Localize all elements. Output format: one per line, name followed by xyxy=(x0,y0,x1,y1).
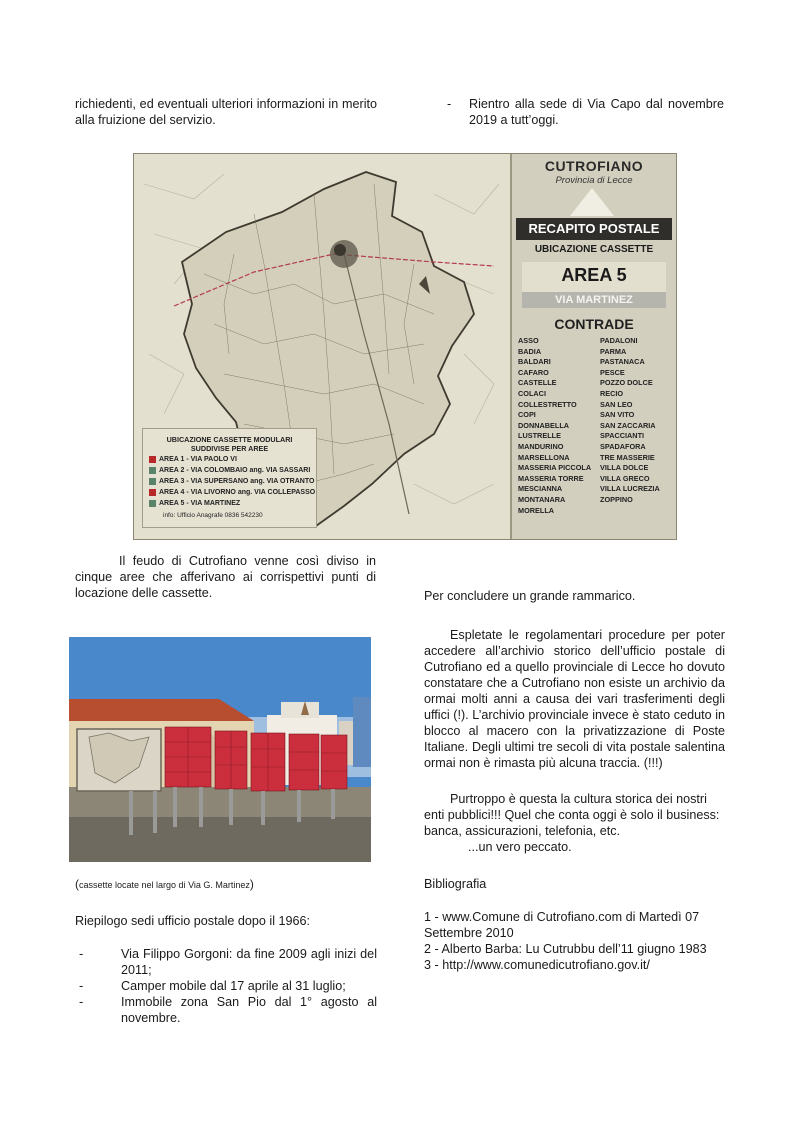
contrada-item: POZZO DOLCE xyxy=(600,378,653,388)
mailboxes-photo xyxy=(69,637,371,862)
list-item-text: Immobile zona San Pio dal 1° agosto al novembre. xyxy=(121,995,377,1025)
legend-row-label: AREA 3 - VIA SUPERSANO ang. VIA OTRANTO xyxy=(159,478,315,485)
left-top-line1: richiedenti, ed eventuali ulteriori informazioni in merito xyxy=(75,97,377,111)
riepilogo-list xyxy=(75,946,377,1026)
legend-swatch xyxy=(149,500,156,507)
contrada-item: ASSO xyxy=(518,336,539,345)
contrada-item: SAN VITO xyxy=(600,410,635,420)
contrada-item: MANDURINO xyxy=(518,441,564,451)
map-area-label: AREA 5 xyxy=(522,262,666,292)
legend-row-label: AREA 4 - VIA LIVORNO ang. VIA COLLEPASSO xyxy=(159,489,316,496)
right-top-list xyxy=(447,96,724,128)
arrow-up-icon xyxy=(570,188,614,216)
map-province: Provincia di Lecce xyxy=(555,175,633,186)
map-banner: RECAPITO POSTALE xyxy=(516,218,672,240)
contrade-title: CONTRADE xyxy=(554,316,634,332)
list-item-text: Camper mobile dal 17 aprile al 31 luglio; xyxy=(121,979,346,993)
bibliografia-list xyxy=(424,909,725,973)
map-info-panel xyxy=(510,154,676,539)
legend-row-label: AREA 2 - VIA COLOMBAIO ang. VIA SASSARI xyxy=(159,467,311,474)
photo-caption xyxy=(75,877,254,891)
left-top-paragraph xyxy=(75,96,377,128)
contrada-item: ZOPPINO xyxy=(600,494,633,504)
contrade-list-1 xyxy=(518,336,591,516)
bibliografia-item: 1 - www.Comune di Cutrofiano.com di Martedì 07 Settembre 2010 xyxy=(424,910,700,940)
list-item-text: Via Filippo Gorgoni: da fine 2009 agli inizi del 2011; xyxy=(121,947,377,977)
contrada-item: BALDARI xyxy=(518,357,551,367)
contrada-item: SPADAFORA xyxy=(600,441,646,451)
legend-row xyxy=(149,488,316,497)
bullet-dash: - xyxy=(79,995,84,1009)
list-item-text: Rientro alla sede di Via Capo dal novembre 2019 a tutt’oggi. xyxy=(469,97,724,127)
contrada-item: VILLA DOLCE xyxy=(600,463,649,473)
contrada-item: SAN LEO xyxy=(600,399,633,409)
legend-title-1: UBICAZIONE CASSETTE MODULARI xyxy=(166,435,293,444)
contrada-item: PESCE xyxy=(600,367,625,377)
legend-info: info: Ufficio Anagrafe 0836 542230 xyxy=(163,512,263,519)
legend-row-label: AREA 5 - VIA MARTINEZ xyxy=(159,500,241,507)
contrada-item: MESCIANNA xyxy=(518,484,563,494)
contrada-item: MORELLA xyxy=(518,505,555,515)
contrada-item: PASTANACA xyxy=(600,357,645,367)
legend-row-label: AREA 1 - VIA PAOLO VI xyxy=(159,456,237,463)
contrada-item: PARMA xyxy=(600,346,627,356)
legend-swatch xyxy=(149,489,156,496)
contrada-item: CASTELLE xyxy=(518,378,557,388)
territory-map xyxy=(134,154,510,539)
bibliografia-item: 3 - http://www.comunedicutrofiano.gov.it/ xyxy=(424,958,650,972)
contrade-list-2 xyxy=(600,336,660,506)
legend-swatch xyxy=(149,456,156,463)
contrada-item: SAN ZACCARIA xyxy=(600,420,656,430)
contrada-item: CAFARO xyxy=(518,367,549,377)
map-subtitle: UBICAZIONE CASSETTE xyxy=(534,244,654,255)
contrada-item: LUSTRELLE xyxy=(518,431,561,441)
paragraph-espletate: Espletate le regolamentari procedure per poter accedere all’archivio storico dell’ufficio postale di Cutrofiano ed a quello provinciale di Lecce ho dovuto constatare che a Cutrofiano non esiste un archivio da ormai molti anni a causa dei vari trasferimenti degli uffici (!). L’archivio provinciale invece è stato ceduto in blocco al macero con la privatizzazione di Poste Italiane. Degli ultimi tre secoli di vita postale salentina ormai non è rimasta più alcuna traccia. (!!!) xyxy=(424,628,725,770)
map-city-name: CUTROFIANO xyxy=(544,158,644,174)
list-item xyxy=(75,978,377,994)
contrada-item: MASSERIA PICCOLA xyxy=(518,463,592,473)
paragraph-feudo: Il feudo di Cutrofiano venne così diviso in cinque aree che afferivano ai corrispettivi punti di locazione delle cassette. xyxy=(75,554,376,600)
contrada-item: PADALONI xyxy=(600,336,638,345)
contrada-item: MARSELLONA xyxy=(518,452,570,462)
mailboxes-photo-drawing xyxy=(69,637,371,862)
left-top-line2: alla fruizione del servizio. xyxy=(75,113,216,127)
list-item xyxy=(447,96,724,128)
contrada-item: DONNABELLA xyxy=(518,420,570,430)
contrada-item: MONTANARA xyxy=(518,494,566,504)
contrada-item: RECIO xyxy=(600,388,624,398)
caption-text: cassette locate nel largo di Via G. Martinez xyxy=(79,880,250,890)
contrada-item: COLACI xyxy=(518,388,546,398)
paragraph-concludere: Per concludere un grande rammarico. xyxy=(424,589,636,603)
riepilogo-title: Riepilogo sedi ufficio postale dopo il 1966: xyxy=(75,914,311,928)
contrada-item: COPI xyxy=(518,410,536,420)
legend-swatch xyxy=(149,467,156,474)
contrada-item: BADIA xyxy=(518,346,542,356)
list-item xyxy=(75,994,377,1026)
legend-row xyxy=(149,499,316,508)
list-item xyxy=(75,946,377,978)
area-map-figure xyxy=(133,153,677,540)
contrada-item: MASSERIA TORRE xyxy=(518,473,584,483)
contrada-item: VILLA LUCREZIA xyxy=(600,484,660,494)
contrada-item: TRE MASSERIE xyxy=(600,452,655,462)
contrada-item: COLLESTRETTO xyxy=(518,399,577,409)
legend-title-2: SUDDIVISE PER AREE xyxy=(190,444,269,453)
bibliografia-title: Bibliografia xyxy=(424,877,487,891)
contrada-item: VILLA GRECO xyxy=(600,473,650,483)
paragraph-peccato: ...un vero peccato. xyxy=(468,840,572,854)
caption-close-paren: ) xyxy=(249,877,254,891)
contrada-item: SPACCIANTI xyxy=(600,431,645,441)
legend-swatch xyxy=(149,478,156,485)
map-legend xyxy=(142,428,317,528)
bullet-dash: - xyxy=(447,97,452,111)
bullet-dash: - xyxy=(79,947,84,961)
bullet-dash: - xyxy=(79,979,84,993)
caption-open-paren: ( xyxy=(75,877,79,891)
legend-row xyxy=(149,477,316,486)
bibliografia-item: 2 - Alberto Barba: Lu Cutrubbu dell’11 giugno 1983 xyxy=(424,942,707,956)
legend-row xyxy=(149,455,316,464)
map-via-label: VIA MARTINEZ xyxy=(522,292,666,308)
paragraph-purtroppo: Purtroppo è questa la cultura storica dei nostri enti pubblici!!! Quel che conta oggi è solo il business: banca, assicurazioni, telefonia, etc. xyxy=(424,792,720,838)
legend-row xyxy=(149,466,316,475)
